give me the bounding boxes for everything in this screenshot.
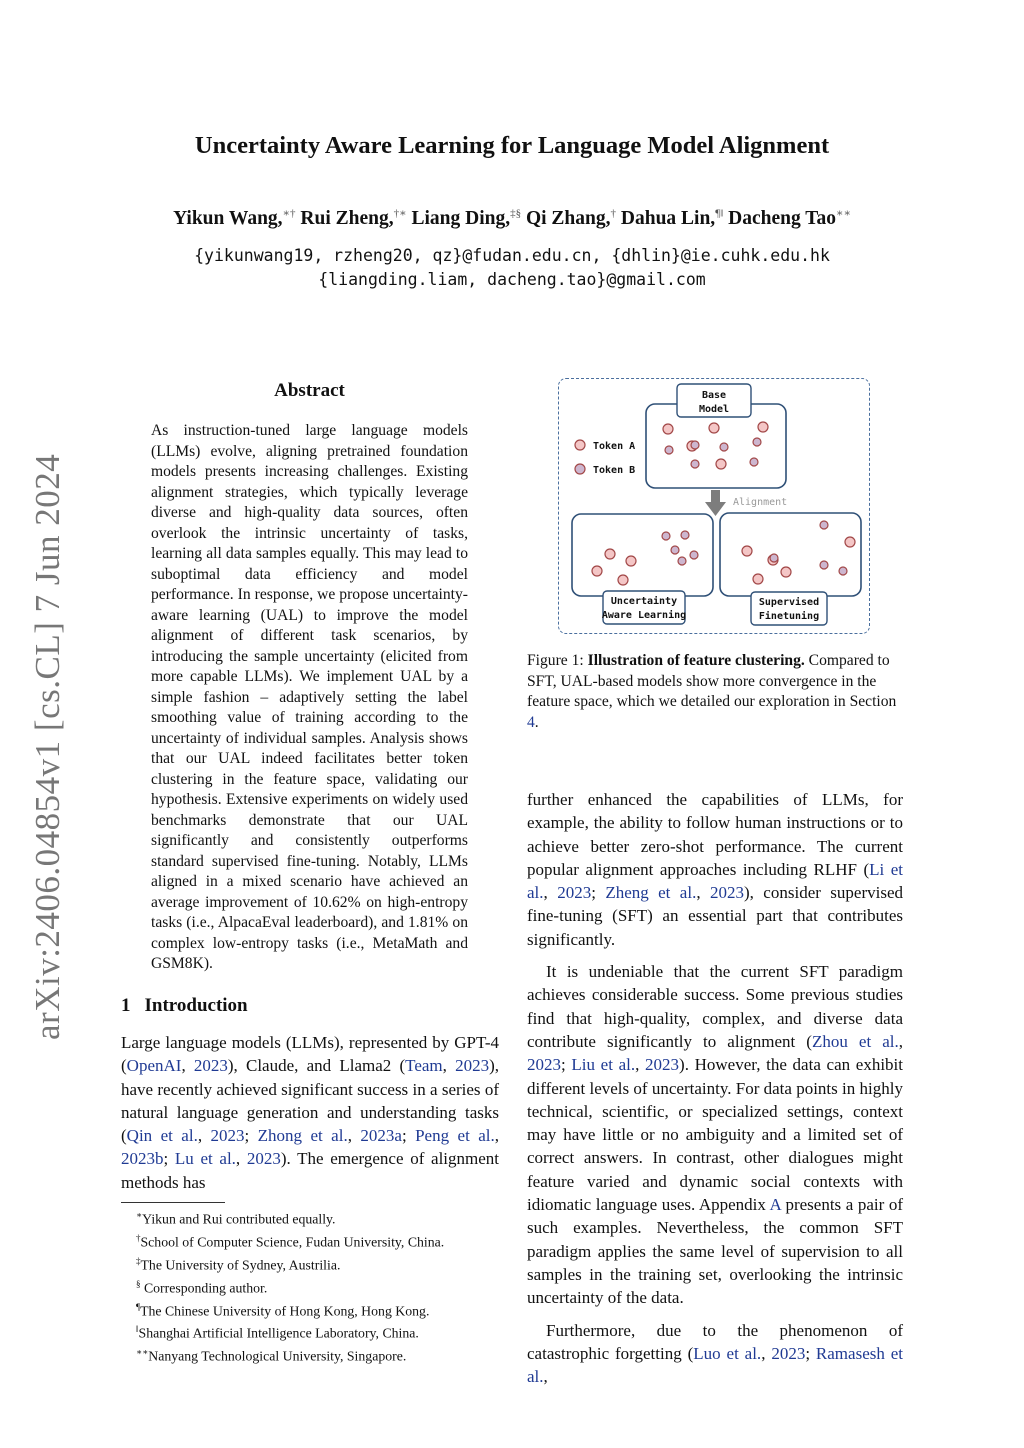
sft-cluster-box xyxy=(720,513,861,596)
token-b-point xyxy=(770,554,778,562)
body-text: , xyxy=(442,1056,456,1076)
citation-link[interactable]: 2023 xyxy=(771,1343,806,1363)
body-text: , xyxy=(761,1343,772,1363)
token-b-point xyxy=(681,531,689,539)
body-text: , xyxy=(494,1126,499,1146)
citation-link[interactable]: Liu et al. xyxy=(571,1055,636,1075)
citation-link[interactable]: Team xyxy=(405,1056,443,1076)
body-paragraph xyxy=(527,1319,903,1389)
base-model-label: Model xyxy=(698,404,730,415)
token-b-point xyxy=(662,532,670,540)
citation-link[interactable]: 2023 xyxy=(210,1126,245,1146)
body-text: , xyxy=(635,1055,646,1075)
feature-clustering-figure xyxy=(558,378,870,634)
footnote: ∗Yikun and Rui contributed equally. xyxy=(136,1210,336,1227)
author: Rui Zheng,†∗ xyxy=(300,207,407,229)
citation-link[interactable]: OpenAI xyxy=(126,1056,182,1076)
footnote: ¶The Chinese University of Hong Kong, Hong Kong. xyxy=(136,1301,430,1319)
body-paragraph xyxy=(527,788,903,951)
author: Yikun Wang,∗† xyxy=(173,207,296,229)
body-text: , xyxy=(898,1031,904,1051)
footnote: †School of Computer Science, Fudan University, China. xyxy=(136,1232,445,1250)
author-emails: {yikunwang19, rzheng20, qz}@fudan.edu.cn, {dhlin}@ie.cuhk.edu.hk xyxy=(194,246,830,265)
citation-link[interactable]: 2023 xyxy=(557,883,592,903)
body-text: It is undeniable that the current SFT paradigm achieves considerable success. Some previous studies find that high-quality, complex, and diverse data contribute significantly to alignment ( xyxy=(527,962,903,1051)
token-b-point xyxy=(691,460,699,468)
body-text: ). The emergence of alignment methods has xyxy=(121,1149,500,1192)
body-text: Large language models (LLMs), represented by GPT-4 ( xyxy=(121,1033,499,1076)
token-b-point xyxy=(839,567,847,575)
abstract-heading: Abstract xyxy=(274,380,345,401)
token-b-point xyxy=(690,551,698,559)
citation-link[interactable]: 2023a xyxy=(360,1126,402,1146)
token-a-point xyxy=(626,556,636,566)
citation-link[interactable]: 2023 xyxy=(710,883,744,903)
token-b-point xyxy=(720,443,728,451)
body-text: ), consider supervised fine-tuning (SFT) an essential part that contributes significantly. xyxy=(527,883,904,949)
author-list xyxy=(0,206,1024,230)
citation-link[interactable]: Peng et al. xyxy=(415,1126,495,1146)
ual-label: Uncertainty xyxy=(610,596,678,607)
body-text: , xyxy=(543,883,558,903)
token-b-point xyxy=(753,438,761,446)
author: Dacheng Tao∗∗ xyxy=(728,207,851,229)
section-reference-link[interactable]: 4 xyxy=(527,713,535,731)
token-a-point xyxy=(663,424,673,434)
citation-link[interactable]: 2023 xyxy=(455,1056,490,1076)
token-a-point xyxy=(709,423,719,433)
citation-link[interactable]: Li et al. xyxy=(527,859,903,903)
citation-link[interactable]: Ramasesh et al. xyxy=(527,1343,903,1387)
token-a-point xyxy=(618,575,628,585)
token-a-point xyxy=(716,459,726,469)
section-heading xyxy=(121,995,248,1017)
author: Liang Ding,‡§ xyxy=(411,207,522,229)
right-column-body xyxy=(527,788,903,1397)
citation-link[interactable]: Zhou et al. xyxy=(811,1031,899,1051)
body-text: ), Claude, and Llama2 ( xyxy=(227,1056,406,1076)
citation-link[interactable]: Luo et al. xyxy=(693,1343,762,1363)
body-text: ; xyxy=(805,1343,816,1363)
author-emails: {liangding.liam, dacheng.tao}@gmail.com xyxy=(318,270,706,289)
body-text: Furthermore, due to the phenomenon of catastrophic forgetting ( xyxy=(527,1320,903,1363)
base-model-label: Base xyxy=(701,390,727,401)
body-text: , xyxy=(197,1126,211,1146)
footnote: $^ǁ$Shanghai Artificial Intelligence Laboratory, China. xyxy=(136,1324,419,1342)
citation-link[interactable]: 2023 xyxy=(193,1056,228,1076)
paper-title: Uncertainty Aware Learning for Language Model Alignment xyxy=(194,132,830,159)
citation-link[interactable]: 2023 xyxy=(246,1149,281,1169)
alignment-arrow-shaft xyxy=(711,490,720,503)
footnote: ‡The University of Sydney, Austrilia. xyxy=(136,1255,341,1273)
author: Qi Zhang,† xyxy=(525,207,617,229)
citation-link[interactable]: Lu et al. xyxy=(174,1149,236,1169)
token-a-legend-label: Token A xyxy=(593,441,636,452)
footnote-divider xyxy=(121,1202,225,1203)
token-a-point xyxy=(605,549,615,559)
body-text: ; xyxy=(591,883,606,903)
citation-link[interactable]: A xyxy=(769,1195,781,1215)
figure-caption: Figure 1: Illustration of feature clustering. Compared to SFT, UAL-based models show more convergence in the feature space, which we detailed our exploration in Section 4. xyxy=(527,652,897,731)
body-text: ), have recently achieved significant success in a series of natural language generation and understanding tasks ( xyxy=(121,1056,500,1146)
citation-link[interactable]: 2023b xyxy=(121,1149,164,1169)
alignment-arrow-icon xyxy=(705,502,726,516)
section-title: Introduction xyxy=(144,995,248,1016)
token-b-legend-label: Token B xyxy=(593,465,636,476)
body-text: ; xyxy=(244,1126,258,1146)
body-text: ; xyxy=(401,1126,416,1146)
token-a-point xyxy=(758,422,768,432)
token-a-point xyxy=(781,567,791,577)
ual-label: Aware Learning xyxy=(601,610,687,621)
body-paragraph xyxy=(527,960,903,1309)
sft-label: Supervised xyxy=(758,597,820,608)
token-b-legend-marker xyxy=(575,464,585,474)
body-text: , xyxy=(347,1126,361,1146)
citation-link[interactable]: 2023 xyxy=(645,1055,680,1075)
token-b-point xyxy=(820,521,828,529)
token-b-point xyxy=(671,546,679,554)
token-b-point xyxy=(691,441,699,449)
token-a-point xyxy=(742,546,752,556)
body-text: , xyxy=(235,1149,247,1169)
arxiv-identifier-stamp: arXiv:2406.04854v1 [cs.CL] 7 Jun 2024 xyxy=(28,453,67,1040)
token-b-point xyxy=(678,557,686,565)
token-a-point xyxy=(845,537,855,547)
footnote: § Corresponding author. xyxy=(136,1278,268,1296)
token-a-legend-marker xyxy=(575,440,585,450)
citation-link[interactable]: Qin et al. xyxy=(126,1126,198,1146)
body-text: , xyxy=(696,883,710,903)
token-b-point xyxy=(820,561,828,569)
footnote: ∗∗Nanyang Technological University, Singapore. xyxy=(136,1347,407,1364)
body-text: ). However, the data can exhibit different levels of uncertainty. For data points in highly technical, scientific, or specialized settings, context may have little or no ambiguity and a limited set of correct answers. In contrast, other dialogues might feature varied and dynamic social contexts with idiomatic language uses. Appendix xyxy=(527,1055,903,1215)
token-a-point xyxy=(753,574,763,584)
body-text: further enhanced the capabilities of LLMs, for example, the ability to follow human instructions or to achieve better zero-shot performance. The current popular alignment approaches including RLHF ( xyxy=(527,790,903,879)
token-a-point xyxy=(592,566,602,576)
intro-paragraph xyxy=(121,1031,499,1194)
token-b-point xyxy=(665,446,673,454)
body-text: , xyxy=(181,1056,194,1076)
section-number: 1 xyxy=(121,995,131,1016)
alignment-arrow-label: Alignment xyxy=(733,497,788,508)
citation-link[interactable]: Zheng et al. xyxy=(605,883,697,903)
body-text: ; xyxy=(561,1055,572,1075)
body-text: presents a pair of such examples. Nevertheless, the common SFT paradigm applies the same level of supervision to all samples in the training set, overlooking the intrinsic uncertainty of the data. xyxy=(527,1195,904,1308)
sft-label: Finetuning xyxy=(758,611,820,622)
citation-link[interactable]: 2023 xyxy=(527,1055,561,1075)
abstract-text: As instruction-tuned large language models (LLMs) evolve, aligning pretrained foundation models presents increasing challenges. Existing alignment strategies, which typically leverage diverse and high-quality data sources, often overlook the intrinsic uncertainty of tasks, learning all data samples equally. This may lead to suboptimal data efficiency and model performance. In response, we propose uncertainty-aware learning (UAL) to improve the model alignment of different task scenarios, by introducing the sample uncertainty (elicited from more capable LLMs). We implement UAL by a simple fashion – adaptively setting the label smoothing value of training according to the uncertainty of individual samples. Analysis shows that our UAL indeed facilitates better token clustering in the feature space, validating our hypothesis. Extensive experiments on widely used benchmarks demonstrate that our UAL significantly and consistently outperforms standard supervised fine-tuning. Notably, LLMs aligned in a mixed scenario have achieved an average improvement of 10.62% on high-entropy tasks (i.e., AlpacaEval leaderboard), and 1.81% on complex low-entropy tasks (i.e., MetaMath and GSM8K). xyxy=(151,422,468,972)
footnotes xyxy=(136,1206,444,1366)
body-text: , xyxy=(543,1367,548,1387)
citation-link[interactable]: Zhong et al. xyxy=(257,1126,348,1146)
body-text: ; xyxy=(163,1149,175,1169)
author: Dahua Lin,$^{\P ǁ}$ xyxy=(620,207,724,229)
token-b-point xyxy=(750,458,758,466)
